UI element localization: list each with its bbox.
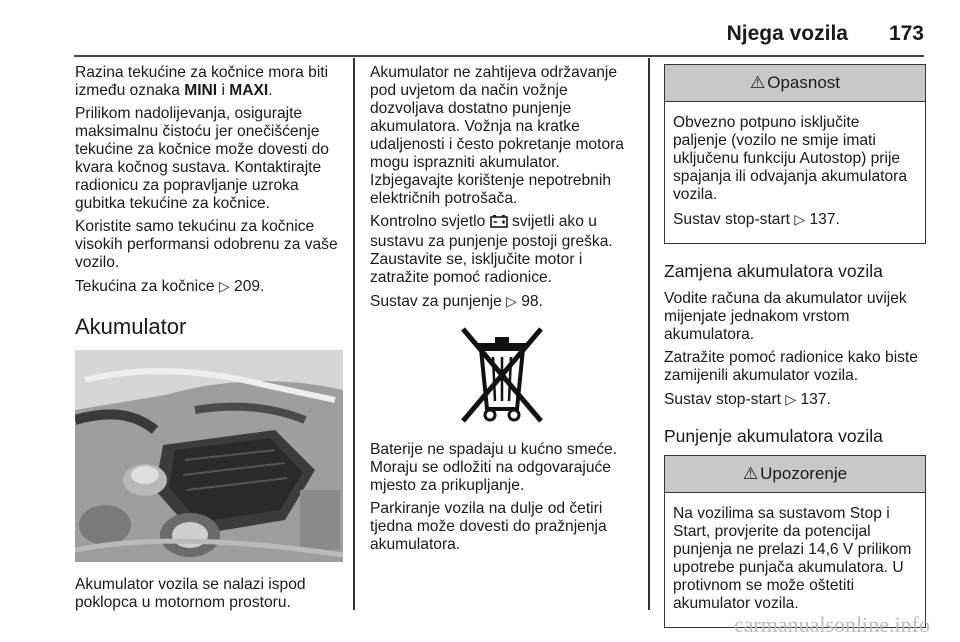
brake-fluid-level-text: Razina tekućine za kočnice mora biti između oznaka MINI i MAXI. — [75, 64, 329, 99]
column-divider-1 — [353, 58, 355, 610]
charging-system-ref: Sustav za punjenje ▷ 98. — [370, 293, 543, 310]
warning-box — [664, 455, 926, 628]
column-2 — [370, 64, 634, 559]
refill-text: Prilikom nadolijevanja, osigurajte maksimalnu čistoću jer onečišćenje tekućine za kočnice može dovesti do kvara kočnog sustava. Kontaktirajte radionicu za popravljanje uzroka gubitka tekućine za kočnice. — [75, 105, 329, 212]
danger-ref: Sustav stop-start ▷ 137. — [673, 211, 840, 228]
parking-text: Parkiranje vozila na dulje od četiri tjedna može dovesti do pražnjenja akumulatora. — [370, 500, 607, 553]
column-divider-2 — [648, 58, 650, 610]
battery-warning-light-icon — [490, 214, 508, 233]
page-ref-arrow-icon: ▷ — [218, 278, 230, 294]
danger-box — [664, 64, 926, 244]
battery-location-caption: Akumulator vozila se nalazi ispod poklopca u motornom prostoru. — [75, 576, 306, 611]
page-ref-arrow-icon: ▷ — [506, 293, 517, 309]
crossed-bin-icon — [457, 323, 547, 427]
charge-battery-heading: Punjenje akumulatora vozila — [664, 426, 883, 446]
page-ref-arrow-icon: ▷ — [785, 391, 797, 407]
fluid-type-text: Koristite samo tekućinu za kočnice visokih performansi odobrenu za vaše vozilo. — [75, 218, 338, 271]
battery-heading: Akumulator — [75, 314, 187, 339]
section-title: Njega vozila — [726, 22, 848, 45]
brake-fluid-ref: Tekućina za kočnice ▷ 209. — [75, 278, 265, 295]
engine-bay-photo — [75, 350, 343, 562]
replace-battery-heading: Zamjena akumulatora vozila — [664, 261, 883, 281]
page-number: 173 — [888, 22, 924, 45]
column-1 — [75, 64, 343, 617]
danger-text: Obvezno potpuno isključite paljenje (vozilo ne smije imati uključenu funkciju Autostop) prije spajanja ili odvajanja akumulatora vozila. — [673, 114, 908, 203]
warning-light-text: Kontrolno svjetlo svijetli ako u sustavu za punjenje postoji greška. Zaustavite se, isključite motor i zatražite pomoć radionice. — [370, 213, 613, 286]
warning-text: Na vozilima sa sustavom Stop i Start, provjerite da potencijal punjenja ne prelazi 14,6 V prilikom upotrebe punjača akumulatora. U protivnom se može oštetiti akumulator vozila. — [673, 505, 912, 612]
replace-ref: Sustav stop-start ▷ 137. — [664, 391, 831, 408]
warning-triangle-icon: ⚠ — [742, 464, 759, 483]
column-3 — [664, 64, 926, 640]
danger-box-header: ⚠ Opasnost — [665, 65, 925, 102]
maxi-mark: MAXI — [229, 82, 269, 99]
page-ref-arrow-icon: ▷ — [794, 211, 806, 227]
replace-text-1: Vodite računa da akumulator uvijek mijenjate jednakom vrstom akumulatora. — [664, 290, 907, 343]
page-header — [0, 0, 960, 58]
maintenance-text: Akumulator ne zahtijeva održavanje pod uvjetom da način vožnje dozvoljava dostatno punjenje akumulatora. Vožnja na kratke udaljenosti i često pokretanje motora mogu isprazniti akumulator. Izbjegavajte korištenje nepotrebnih električnih potrošača. — [370, 64, 624, 207]
warning-triangle-icon: ⚠ — [749, 73, 766, 92]
header-rule — [74, 55, 924, 57]
engine-bay-illustration — [75, 350, 343, 562]
disposal-text: Baterije ne spadaju u kućno smeće. Moraju se odložiti na odgovarajuće mjesto za prikupljanje. — [370, 441, 618, 494]
replace-text-2: Zatražite pomoć radionice kako biste zamijenili akumulator vozila. — [664, 349, 918, 384]
warning-box-header: ⚠ Upozorenje — [665, 456, 925, 493]
watermark: carmanualsonline.info — [733, 612, 930, 637]
mini-mark: MINI — [184, 82, 218, 99]
